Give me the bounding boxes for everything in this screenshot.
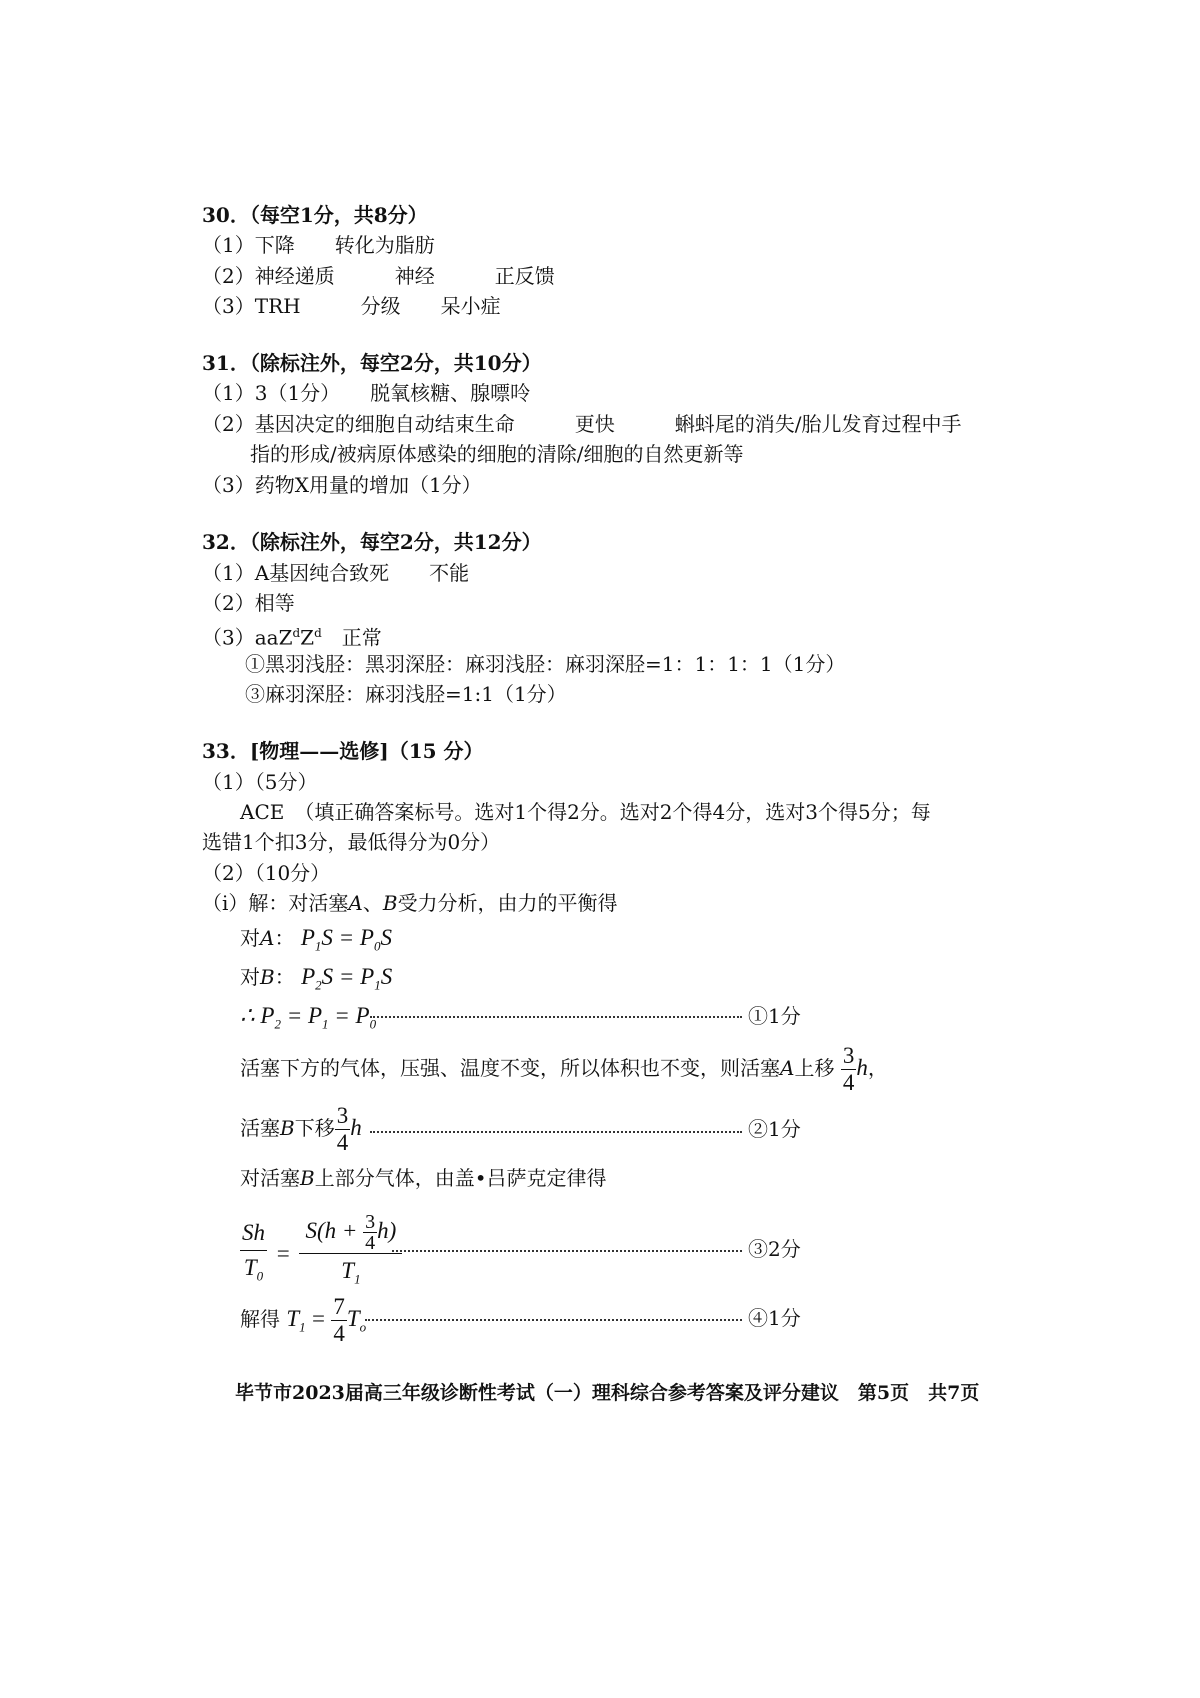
text: 活塞下方的气体，压强、温度不变，所以体积也不变，则活塞 <box>240 1056 780 1080</box>
q32-line-5: ③麻羽深胫：麻羽浅胫=1:1（1分） <box>245 682 567 706</box>
colon: ： <box>274 965 295 989</box>
leader-dots-2 <box>370 1131 742 1133</box>
q33-title: 33．[物理——选修]（15 分） <box>202 739 484 763</box>
equation-3: ∴ $P_2 = P_1 = P_0$ <box>240 1003 377 1032</box>
text: 下移 <box>294 1116 335 1140</box>
leader-dots-3 <box>392 1250 742 1252</box>
var: A <box>260 926 275 950</box>
text: （i）解：对活塞 <box>202 891 349 915</box>
eq1: $P_1S = P_0S$ <box>300 925 392 954</box>
var: B <box>280 1116 295 1140</box>
q33-part1-answer-2: 选错1个扣3分，最低得分为0分） <box>202 830 501 854</box>
q33-part1-answer: ACE （填正确答案标号。选对1个得2分。选对2个得4分，选对3个得5分；每 <box>240 800 931 824</box>
text: 、 <box>362 891 383 915</box>
q31-line-2: （2）基因决定的细胞自动结束生命 更快 蝌蚪尾的消失/胎儿发育过程中手 <box>202 412 962 436</box>
q31-title: 31．（除标注外，每空2分，共10分） <box>202 351 542 375</box>
q31-line-3: （3）药物X用量的增加（1分） <box>202 473 482 497</box>
var-a: A <box>348 891 363 915</box>
q32-title: 32．（除标注外，每空2分，共12分） <box>202 530 542 554</box>
q30-line-1: （1）下降 转化为脂肪 <box>202 233 435 257</box>
eq2: $P_2S = P_1S$ <box>301 964 393 993</box>
fraction-7-4: $\frac{7}{4}$ <box>333 1294 345 1346</box>
score-mark-2: ②1分 <box>748 1117 801 1141</box>
leader-dots-4 <box>365 1319 742 1321</box>
text: 上移 <box>794 1056 835 1080</box>
genotype-sup-2: d <box>314 626 322 640</box>
fraction-3-4: $\frac{3}{4}$ <box>336 1103 349 1155</box>
equation-b <box>240 965 392 998</box>
q32-line-4: ①黑羽浅胫：黑羽深胫：麻羽浅胫：麻羽深胫=1：1：1：1（1分） <box>245 652 846 676</box>
fraction-3-4: $\frac{3}{4}$ <box>842 1043 855 1095</box>
equation-4: $\frac{Sh}{T_0}$ = S(h + $\frac{3}{4}$ h) $T_1$ <box>240 1212 402 1297</box>
var-h: h <box>350 1115 362 1140</box>
comma: ， <box>867 1056 888 1080</box>
text-line-2 <box>240 1100 362 1156</box>
rhs-fraction: S(h + $\frac{3}{4}$ h) $T_1$ <box>299 1212 402 1297</box>
equation-a <box>240 926 392 959</box>
genotype-z: Z <box>300 625 315 650</box>
score-mark-1: ①1分 <box>748 1004 801 1028</box>
text-line-3 <box>240 1166 607 1190</box>
label: 对 <box>240 926 260 950</box>
var: A <box>780 1056 795 1080</box>
label: 对 <box>240 965 260 989</box>
q33-part1: （1）（5分） <box>202 770 318 794</box>
q32-line-2: （2）相等 <box>202 591 295 615</box>
q33-part2-i <box>202 891 618 915</box>
text: 解得 <box>240 1307 280 1331</box>
q30-line-3: （3）TRH 分级 呆小症 <box>202 294 501 318</box>
genotype-prefix: （3）aaZ <box>202 625 293 650</box>
q33-part2: （2）（10分） <box>202 861 331 885</box>
var-h: h <box>856 1055 868 1080</box>
text: 活塞 <box>240 1116 280 1140</box>
colon: ： <box>274 926 295 950</box>
text: 上部分气体，由盖•吕萨克定律得 <box>314 1166 607 1190</box>
q31-line-2b: 指的形成/被病原体感染的细胞的清除/细胞的自然更新等 <box>250 442 744 466</box>
genotype-suffix: 正常 <box>321 625 382 650</box>
score-mark-4: ④1分 <box>748 1306 801 1330</box>
q30-title: 30．（每空1分，共8分） <box>202 203 428 227</box>
var: B <box>300 1166 315 1190</box>
q30-line-2: （2）神经递质 神经 正反馈 <box>202 264 555 288</box>
equation-5: 解得 $T_1$ = $\frac{7}{4}$ $T_o$ <box>240 1294 367 1346</box>
q32-line-1: （1）A基因纯合致死 不能 <box>202 561 470 585</box>
score-mark-3: ③2分 <box>748 1237 801 1261</box>
var-b: B <box>382 891 398 915</box>
leader-dots-1 <box>370 1016 742 1018</box>
q32-line-3 <box>202 621 382 650</box>
text: 对活塞 <box>240 1166 300 1190</box>
page-footer: 毕节市2023届高三年级诊断性考试（一）理科综合参考答案及评分建议 第5页 共7页 <box>235 1382 980 1404</box>
var: B <box>260 965 275 989</box>
q31-line-1: （1）3（1分） 脱氧核糖、腺嘌呤 <box>202 381 531 405</box>
lhs-fraction: $\frac{Sh}{T_0}$ <box>240 1216 267 1294</box>
text: 受力分析，由力的平衡得 <box>397 891 618 915</box>
genotype-sup-1: d <box>292 626 301 640</box>
text-line-1 <box>240 1040 888 1096</box>
